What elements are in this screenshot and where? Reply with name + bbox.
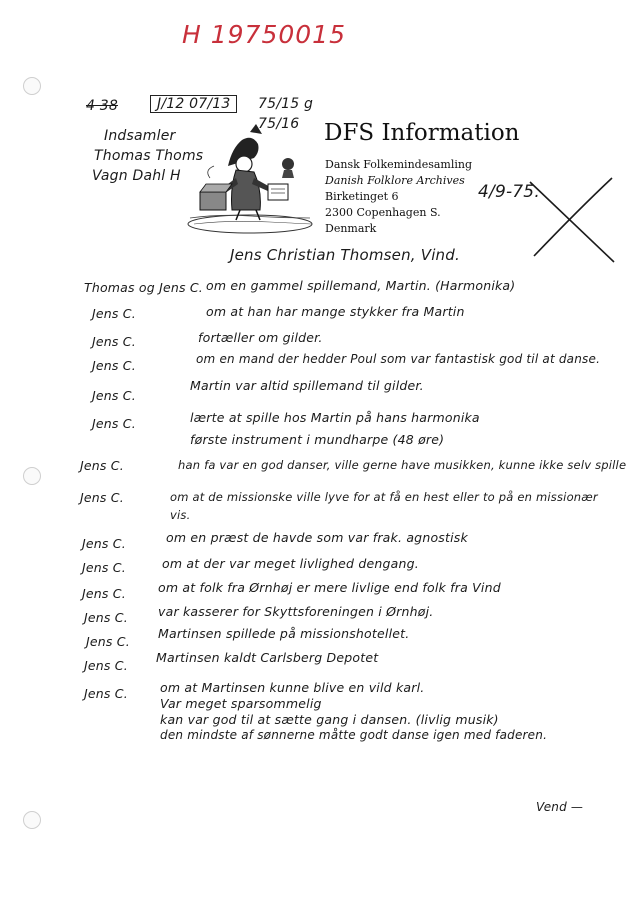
entry-text: lærte at spille hos Martin på hans harmonika [190, 410, 480, 425]
city: 2300 Copenhagen S. [325, 206, 441, 219]
org-name: Dansk Folkemindesamling [325, 158, 472, 171]
entry-text: var kasserer for Skyttsforeningen i Ørnhøj. [158, 604, 434, 619]
entry-text: Martin var altid spillemand til gilder. [190, 378, 424, 393]
entry-text: den mindste af sønnerne måtte godt danse igen med faderen. [160, 728, 548, 742]
entry-text: om at han har mange stykker fra Martin [206, 304, 465, 319]
annotation-right-2: 75/16 [258, 116, 300, 132]
entry-speaker: Jens C. [92, 334, 136, 349]
letterhead-address [325, 157, 472, 237]
informant-heading: Jens Christian Thomsen, Vind. [230, 246, 460, 264]
date: 4/9-75. [478, 182, 540, 202]
entry-text: om at der var meget livlighed dengang. [162, 556, 419, 571]
entry-text: Var meget sparsommelig [160, 696, 322, 711]
cross-mark [520, 170, 620, 270]
punch-hole-bottom [23, 811, 41, 829]
entry-text: om en mand der hedder Poul som var fantastisk god til at danse. [196, 352, 601, 366]
entry-text: Martinsen kaldt Carlsberg Depotet [156, 650, 379, 665]
entry-text: fortæller om gilder. [198, 330, 323, 345]
entry-text: kan var god til at sætte gang i dansen. (livlig musik) [160, 712, 499, 727]
entry-speaker: Jens C. [92, 358, 136, 373]
entry-speaker: Jens C. [82, 586, 126, 601]
entry-speaker: Jens C. [80, 458, 124, 473]
entry-speaker: Jens C. [92, 306, 136, 321]
entry-speaker: Jens C. [84, 686, 128, 701]
punch-hole-middle [23, 467, 41, 485]
letterhead-title: DFS Information [324, 120, 520, 146]
entry-text: om at de missionske ville lyve for at få en hest eller to på en missionær vis. [170, 490, 598, 522]
entry-text: om at Martinsen kunne blive en vild karl. [160, 680, 425, 695]
entry-speaker: Jens C. [80, 490, 124, 505]
entry-speaker: Jens C. [84, 610, 128, 625]
logo-illustration [180, 118, 320, 236]
entry-text: om en gammel spillemand, Martin. (Harmonika) [206, 278, 516, 293]
collector-name: Vagn Dahl H [92, 168, 181, 184]
collector-name: Thomas Thoms [94, 148, 204, 164]
annotation-boxed: J/12 07/13 [150, 95, 237, 113]
entry-text: han fa var en god danser, ville gerne have musikken, kunne ikke selv spille [178, 458, 627, 472]
collector-label: Indsamler [104, 128, 176, 144]
entry-text: første instrument i mundharpe (48 øre) [190, 432, 445, 447]
entry-speaker: Jens C. [86, 634, 130, 649]
entry-speaker: Jens C. [82, 560, 126, 575]
annotation-left: 4 38 [86, 98, 118, 114]
entry-text: Martinsen spillede på missionshotellet. [158, 626, 410, 641]
punch-hole-top [23, 77, 41, 95]
entry-speaker: Jens C. [84, 658, 128, 673]
street: Birketinget 6 [325, 190, 399, 203]
entry-text: om at folk fra Ørnhøj er mere livlige end folk fra Vind [158, 580, 501, 595]
entry-speaker: Jens C. [92, 416, 136, 431]
annotation-right-1: 75/15 g [258, 96, 314, 112]
entry-text: om en præst de havde som var frak. agnostisk [166, 530, 468, 545]
entry-speaker: Jens C. [92, 388, 136, 403]
entry-speaker: Jens C. [82, 536, 126, 551]
archive-number: H 19750015 [182, 20, 346, 49]
footer-turn-over: Vend — [536, 800, 584, 814]
org-name-english: Danish Folklore Archives [325, 174, 465, 187]
entry-speaker: Thomas og Jens C. [84, 280, 203, 295]
country: Denmark [325, 222, 377, 235]
